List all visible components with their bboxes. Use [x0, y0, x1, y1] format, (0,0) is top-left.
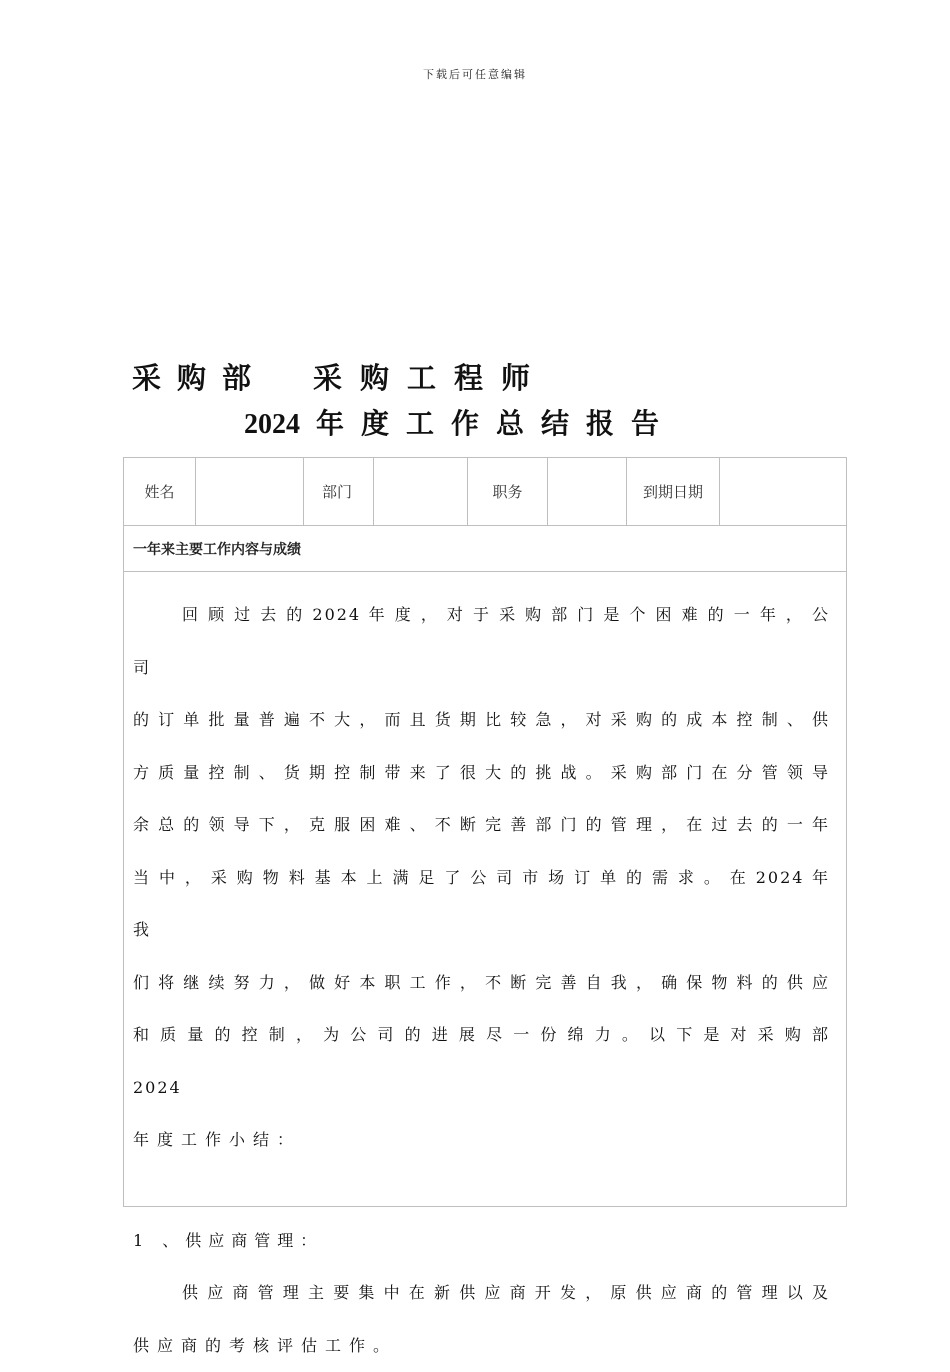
- report-year: 2024: [244, 409, 300, 440]
- position-label: 职务: [468, 458, 548, 525]
- body-line: 和 质 量 的 控 制 ， 为 公 司 的 进 展 尽 一 份 绵 力 。 以 下 是 对 采 购 部 2024: [133, 1009, 830, 1114]
- body-line: 们 将 继 续 努 力 ， 做 好 本 职 工 作 ， 不 断 完 善 自 我 ， 确 保 物 料 的 供 应: [133, 957, 830, 1010]
- section1-line: 供 应 商 管 理 主 要 集 中 在 新 供 应 商 开 发 ， 原 供 应 商 的 管 理 以 及: [133, 1267, 830, 1320]
- section1-line: 供应商的考核评估工作。: [133, 1320, 830, 1372]
- body-line: 方 质 量 控 制 、 货 期 控 制 带 来 了 很 大 的 挑 战 。 采 购 部 门 在 分 管 领 导: [133, 747, 830, 800]
- due-date-label: 到期日期: [627, 458, 720, 525]
- position-field[interactable]: [548, 458, 627, 525]
- due-date-field[interactable]: [720, 458, 846, 525]
- job-title: 采购工程师: [313, 361, 548, 395]
- body-line: 当 中 ， 采 购 物 料 基 本 上 满 足 了 公 司 市 场 订 单 的 需 求 。 在 2024 年 我: [133, 852, 830, 957]
- report-body: [133, 572, 830, 1372]
- body-line: 的 订 单 批 量 普 遍 不 大 ， 而 且 货 期 比 较 急 ， 对 采 购 的 成 本 控 制 、 供: [133, 694, 830, 747]
- section1-title: 1 、供应商管理：: [133, 1215, 830, 1268]
- section-header: 一年来主要工作内容与成绩: [124, 526, 846, 572]
- report-title-text: 年度工作总结报告: [316, 407, 676, 440]
- department-title: 采购部: [132, 361, 267, 395]
- body-line: 余 总 的 领 导 下 ， 克 服 困 难 、 不 断 完 善 部 门 的 管 理 ， 在 过 去 的 一 年: [133, 799, 830, 852]
- name-label: 姓名: [124, 458, 196, 525]
- body-line: 回 顾 过 去 的 2024 年 度 ， 对 于 采 购 部 门 是 个 困 难 的 一 年 ， 公 司: [133, 589, 830, 694]
- dept-label: 部门: [304, 458, 374, 525]
- report-title-line1: [132, 356, 548, 397]
- report-form: [123, 457, 847, 1207]
- header-note: 下载后可任意编辑: [0, 66, 950, 82]
- report-title-line2: [244, 402, 676, 442]
- body-line: 年度工作小结：: [133, 1114, 830, 1167]
- dept-field[interactable]: [374, 458, 468, 525]
- name-field[interactable]: [196, 458, 304, 525]
- info-row: [124, 458, 846, 526]
